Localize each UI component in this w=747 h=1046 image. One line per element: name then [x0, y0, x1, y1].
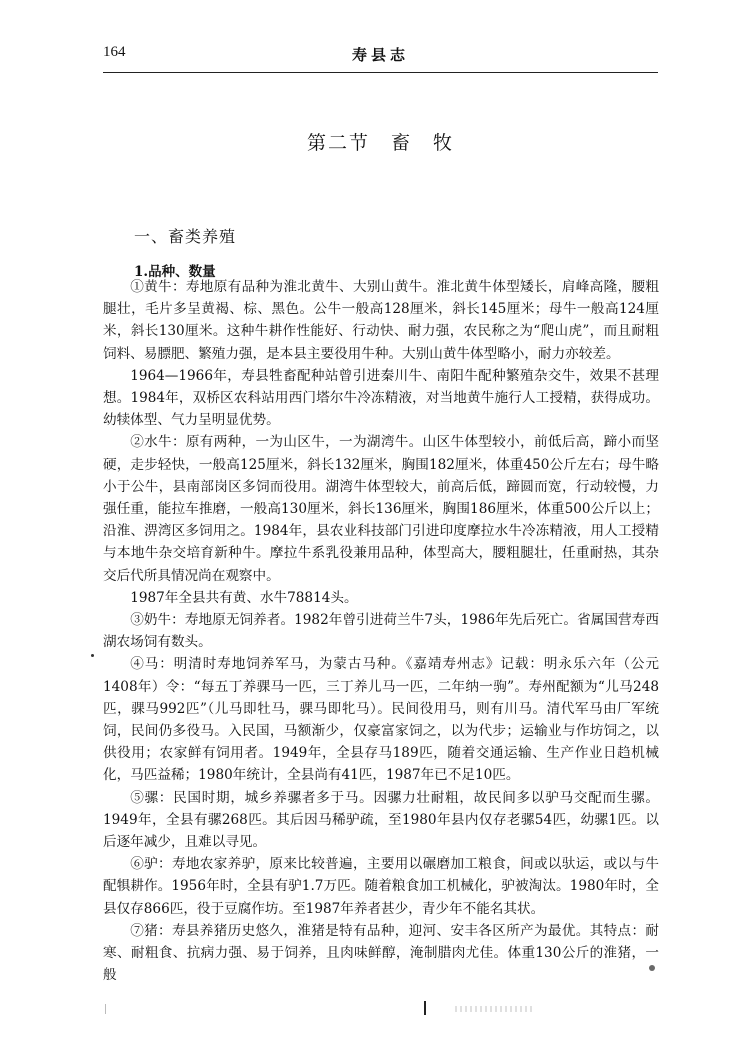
- page-header: [103, 44, 658, 68]
- margin-dot: [91, 654, 94, 657]
- paragraph-horse: ④马：明清时寿地饲养军马，为蒙古马种。《嘉靖寿州志》记载：明永乐六年（公元1408年）令：“每五丁养骒马一匹，三丁养儿马一匹，二年纳一驹”。寿州配额为“儿马248匹，骒马992匹”（儿马即牡马，骒马即牝马）。民间役用马，则有川马。清代军马由厂军统饲，民间仍多役马。入民国，马额渐少，仅豪富家饲之，以为代步；运输业与作坊饲之，以供役用；农家鲜有饲用者。1949年，全县存马189匹，随着交通运输、生产作业日趋机械化，马匹益稀；1980年统计，全县尚有41匹，1987年已不足10匹。: [103, 656, 659, 784]
- page-number: 164: [103, 44, 126, 60]
- paragraph-water-buffalo: ②水牛：原有两种，一为山区牛，一为湖湾牛。山区牛体型较小，前低后高，蹄小而坚硬，走步轻快，一般高125厘米，斜长132厘米，胸围182厘米，体重450公斤左右；母牛略小于公牛，县南部岗区多饲而役用。湖湾牛体型较大，前高后低，蹄圆而宽，行动较慢，力强任重，能拉车推磨，一般高130厘米，斜长136厘米，胸围186厘米，体重500公斤以上；沿淮、淠湾区多饲用之。1984年，县农业科技部门引进印度摩拉水牛冷冻精液，用人工授精与本地牛杂交培育新种牛。摩拉牛系乳役兼用品种，体型高大，腰粗腿壮，任重耐热，其杂交后代所具情况尚在观察中。: [103, 434, 659, 584]
- scan-mark: [105, 1004, 106, 1014]
- scan-noise: [455, 1006, 535, 1012]
- section-title: 第二节 畜 牧: [306, 132, 454, 154]
- paragraph-cattle-total: 1987年全县共有黄、水牛78814头。: [130, 589, 358, 606]
- paragraph-pig: ⑦猪：寿县养猪历史悠久，淮猪是特有品种，迎河、安丰各区所产为最优。其特点：耐寒、耐粗食、抗病力强、易于饲养，且肉味鲜醇，淹制腊肉尤佳。体重130公斤的淮猪，一般: [103, 922, 659, 984]
- paragraph-yellow-cattle: ①黄牛：寿地原有品种为淮北黄牛、大别山黄牛。淮北黄牛体型矮长，肩峰高隆，腰粗腿壮，毛片多呈黄褐、棕、黑色。公牛一般高128厘米，斜长145厘米；母牛一般高124厘米，斜长130厘米。这种牛耕作性能好、行动快、耐力强，农民称之为“爬山虎”，而且耐粗饲料、易膘肥、繁殖力强，是本县主要役用牛种。大别山黄牛体型略小，耐力亦较差。: [103, 279, 659, 362]
- body-text: [103, 276, 659, 987]
- paragraph-dairy-cattle: ③奶牛：寿地原无饲养者。1982年曾引进荷兰牛7头，1986年先后死亡。省属国营寿西湖农场饲有数头。: [103, 612, 659, 651]
- header-rule: [103, 72, 658, 73]
- paragraph-mule: ⑤骡：民国时期，城乡养骡者多于马。因骡力壮耐粗，故民间多以驴马交配而生骡。1949年，全县有骡268匹。其后因马稀驴疏，至1980年县内仅存老骡54匹，幼骡1匹。以后逐年减少，且难以寻见。: [103, 789, 659, 851]
- running-title: 寿县志: [351, 46, 409, 64]
- scan-mark: [424, 1001, 426, 1015]
- scan-blot: [649, 965, 655, 971]
- item-heading: 1.品种、数量: [134, 264, 216, 280]
- paragraph-crossbreeding: 1964—1966年，寿县牲畜配种站曾引进秦川牛、南阳牛配种繁殖杂交牛，效果不甚理想。1984年，双桥区农科站用西门塔尔牛冷冻精液，对当地黄牛施行人工授精，获得成功。幼犊体型、气力呈明显优势。: [103, 367, 659, 429]
- paragraph-donkey: ⑥驴：寿地农家养驴，原来比较普遍，主要用以碾磨加工粮食，间或以驮运，或以与牛配犋耕作。1956年时，全县有驴1.7万匹。随着粮食加工机械化，驴被淘汰。1980年时，全县仅存866匹，役于豆腐作坊。至1987年养者甚少，青少年不能名其状。: [103, 856, 659, 917]
- sub-heading: 一、畜类养殖: [134, 227, 237, 246]
